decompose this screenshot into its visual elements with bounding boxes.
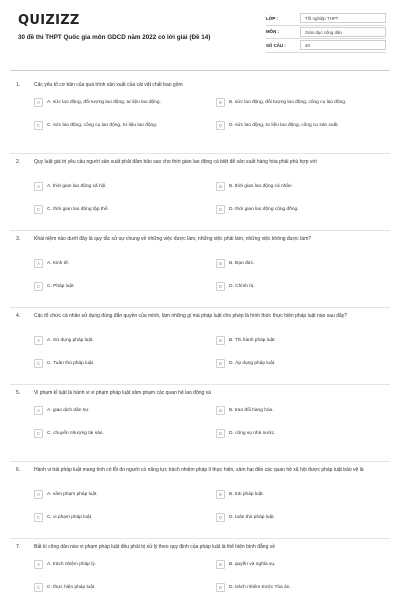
question-3 <box>10 231 390 308</box>
option-text: C. sức lao động, công cụ lao động, tư liệu lao động. <box>47 122 158 128</box>
meta-label: MÔN : <box>266 29 279 35</box>
option-letter-badge: C <box>34 429 43 438</box>
option-a[interactable] <box>34 406 196 415</box>
meta-table <box>266 12 386 53</box>
question-text: Vi phạm kỉ luật là hành vi vi phạm pháp luật xâm phạm các quan hệ lao động và <box>34 390 211 396</box>
option-a[interactable] <box>34 259 196 268</box>
page-title: 30 đề thi THPT Quốc gia môn GDCD năm 2022 có lời giải (Đề 14) <box>18 34 211 41</box>
meta-row-class <box>266 12 386 26</box>
option-letter-badge: D <box>216 282 225 291</box>
option-b[interactable] <box>216 490 378 499</box>
meta-row-question-count <box>266 39 386 53</box>
option-letter-badge: A <box>34 560 43 569</box>
question-4 <box>10 308 390 385</box>
option-letter-badge: B <box>216 336 225 345</box>
option-letter-badge: D <box>216 429 225 438</box>
option-b[interactable] <box>216 98 378 107</box>
meta-value: Tốt nghiệp THPT <box>300 13 386 23</box>
option-letter-badge: D <box>216 121 225 130</box>
option-a[interactable] <box>34 560 196 569</box>
option-b[interactable] <box>216 560 378 569</box>
option-letter-badge: A <box>34 406 43 415</box>
option-b[interactable] <box>216 182 378 191</box>
option-c[interactable] <box>34 583 196 592</box>
option-text: D. thời gian lao động cộng đồng. <box>229 206 299 212</box>
option-letter-badge: A <box>34 182 43 191</box>
meta-label: SỐ CÂU : <box>266 42 286 48</box>
option-letter-badge: C <box>34 205 43 214</box>
option-d[interactable] <box>216 583 378 592</box>
option-letter-badge: A <box>34 336 43 345</box>
option-d[interactable] <box>216 121 378 130</box>
option-text: A. Sử dụng pháp luật. <box>47 337 94 343</box>
option-letter-badge: C <box>34 282 43 291</box>
question-text: Các tổ chức cá nhân sử dụng đúng đắn quyền của mình, làm những gì mà pháp luật cho phép là hình thức thực hiện pháp luật nào sau đây? <box>34 313 348 319</box>
option-text: B. trái pháp luật. <box>229 491 264 497</box>
option-a[interactable] <box>34 490 196 499</box>
option-letter-badge: D <box>216 513 225 522</box>
option-letter-badge: B <box>216 490 225 499</box>
option-text: D. sức lao động, tư liệu lao động, công cụ sản xuất. <box>229 122 339 128</box>
option-letter-badge: A <box>34 259 43 268</box>
question-number: 6. <box>16 467 21 473</box>
option-letter-badge: B <box>216 182 225 191</box>
option-text: A. Kinh tế. <box>47 260 70 266</box>
option-text: D. công vụ nhà nước. <box>229 430 276 436</box>
option-a[interactable] <box>34 98 196 107</box>
question-number: 5. <box>16 390 21 396</box>
option-text: B. quyền và nghĩa vụ. <box>229 561 276 567</box>
question-text: Quy luật giá trị yêu cầu người sản xuất phải đảm bảo sao cho thời gian lao động cá biệt để sản xuất hàng hóa phải phù hợp với <box>34 159 317 165</box>
option-c[interactable] <box>34 513 196 522</box>
question-number: 7. <box>16 544 21 550</box>
option-d[interactable] <box>216 359 378 368</box>
option-letter-badge: C <box>34 583 43 592</box>
option-text: C. chuyển nhượng tài sản. <box>47 430 104 436</box>
option-letter-badge: B <box>216 259 225 268</box>
option-b[interactable] <box>216 259 378 268</box>
option-letter-badge: B <box>216 406 225 415</box>
option-text: A. thời gian lao động xã hội. <box>47 183 107 189</box>
question-number: 4. <box>16 313 21 319</box>
option-text: A. xâm phạm pháp luật. <box>47 491 98 497</box>
option-d[interactable] <box>216 429 378 438</box>
option-c[interactable] <box>34 121 196 130</box>
option-letter-badge: C <box>34 359 43 368</box>
option-letter-badge: D <box>216 205 225 214</box>
option-text: D. Áp dụng pháp luật. <box>229 360 276 366</box>
meta-label: LỚP : <box>266 15 278 21</box>
option-c[interactable] <box>34 282 196 291</box>
quizizz-logo: QUIZIZZ <box>18 13 80 28</box>
option-letter-badge: C <box>34 121 43 130</box>
question-text: Bất kì công dân nào vi phạm pháp luật đều phải bị xử lý theo quy định của pháp luật là thể hiện bình đẳng về <box>34 544 276 550</box>
question-5 <box>10 385 390 462</box>
option-d[interactable] <box>216 282 378 291</box>
option-text: C. Pháp luật. <box>47 283 75 289</box>
header-divider <box>10 70 390 71</box>
question-number: 3. <box>16 236 21 242</box>
question-text: Khái niệm nào dưới đây là quy tắc xử sự chung về những việc được làm, những việc phải làm, những việc không được làm? <box>34 236 312 242</box>
meta-row-subject <box>266 26 386 40</box>
document-header <box>0 0 400 62</box>
question-1 <box>10 77 390 154</box>
meta-value: Giáo dục công dân <box>300 27 386 37</box>
option-text: D. tuân thủ pháp luật. <box>229 514 275 520</box>
option-letter-badge: D <box>216 359 225 368</box>
option-text: D. Chính trị. <box>229 283 255 289</box>
question-6 <box>10 462 390 539</box>
option-c[interactable] <box>34 429 196 438</box>
option-text: A. giao dịch dân sự. <box>47 407 90 413</box>
option-b[interactable] <box>216 336 378 345</box>
question-number: 1. <box>16 82 21 88</box>
question-number: 2. <box>16 159 21 165</box>
option-text: A. trách nhiệm pháp lý. <box>47 561 97 567</box>
option-text: C. Tuân thủ pháp luật. <box>47 360 95 366</box>
option-text: D. trách nhiệm trước Tòa án. <box>229 584 291 590</box>
option-letter-badge: D <box>216 583 225 592</box>
option-text: B. thời gian lao động cá nhân <box>229 183 292 189</box>
question-text: Hành vi trái pháp luật mang tính có lỗi do người có năng lực trách nhiệm pháp lí thực hiện, xâm hại đến các quan hệ xã hội được pháp luật bảo vệ là <box>34 467 364 473</box>
option-letter-badge: A <box>34 98 43 107</box>
option-text: C. vi phạm pháp luật. <box>47 514 93 520</box>
option-text: C. thực hiện pháp luật. <box>47 584 96 590</box>
option-letter-badge: C <box>34 513 43 522</box>
question-2 <box>10 154 390 231</box>
question-text: Các yếu tố cơ bản của quá trình sản xuất của cải vật chất bao gồm <box>34 82 183 88</box>
option-letter-badge: A <box>34 490 43 499</box>
option-d[interactable] <box>216 205 378 214</box>
option-c[interactable] <box>34 205 196 214</box>
option-a[interactable] <box>34 182 196 191</box>
option-letter-badge: B <box>216 98 225 107</box>
option-letter-badge: B <box>216 560 225 569</box>
option-text: A. sức lao động, đối tượng lao động, tư liệu lao động. <box>47 99 161 105</box>
option-d[interactable] <box>216 513 378 522</box>
option-c[interactable] <box>34 359 196 368</box>
option-text: B. trao đổi hàng hóa. <box>229 407 274 413</box>
question-list <box>0 77 400 600</box>
option-b[interactable] <box>216 406 378 415</box>
question-7 <box>10 539 390 600</box>
option-a[interactable] <box>34 336 196 345</box>
meta-value: 40 <box>300 40 386 50</box>
option-text: C. thời gian lao động tập thể. <box>47 206 109 212</box>
option-text: B. Thi hành pháp luật. <box>229 337 276 343</box>
option-text: B. Đạo đức. <box>229 260 255 266</box>
option-text: B. sức lao động, đối tượng lao động, công cụ lao động. <box>229 99 347 105</box>
